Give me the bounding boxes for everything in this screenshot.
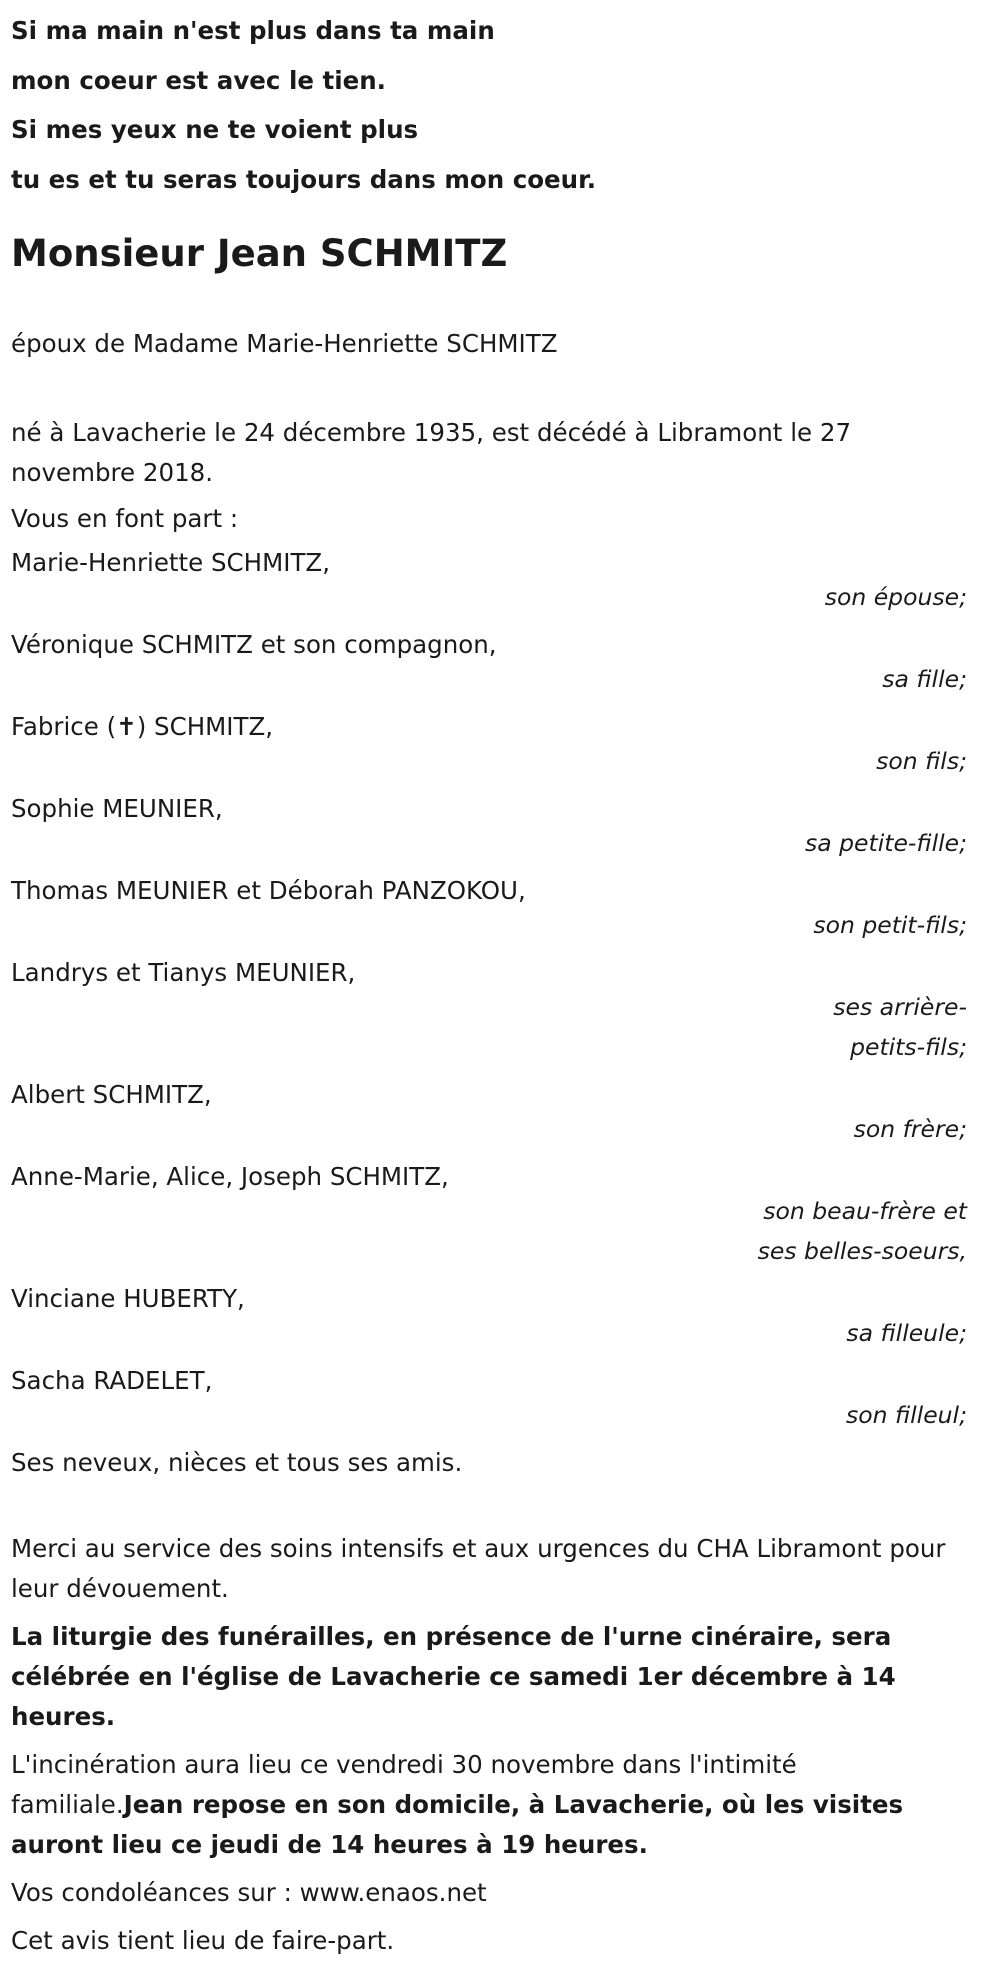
family-member-name: Anne-Marie, Alice, Joseph SCHMITZ, [11, 1162, 449, 1191]
announce-line: Vous en font part : [11, 504, 239, 533]
visitation-text: Jean repose en son domicile, à Lavacherie, où les visites auront lieu ce jeudi de 14 heures à 19 heures. [11, 1790, 904, 1859]
birth-death-line: né à Lavacherie le 24 décembre 1935, est décédé à Libramont le 27 novembre 2018. [11, 418, 852, 487]
deceased-name-title: Monsieur Jean SCHMITZ [11, 232, 508, 275]
family-member-name: Sacha RADELET, [11, 1366, 213, 1395]
family-member-relation: ses arrière- petits-fils; [833, 993, 967, 1061]
family-member-relation: son épouse; [824, 583, 967, 611]
family-member-relation: son filleul; [845, 1401, 967, 1429]
poem [11, 0, 967, 204]
family-member-name: Landrys et Tianys MEUNIER, [11, 958, 356, 987]
family-member [11, 625, 967, 699]
family-member [11, 1075, 967, 1149]
family-member-name: Vinciane HUBERTY, [11, 1284, 245, 1313]
family-member-name: Thomas MEUNIER et Déborah PANZOKOU, [11, 876, 526, 905]
family-member [11, 1361, 967, 1435]
family-member [11, 1279, 967, 1353]
family-member [11, 707, 967, 781]
notice-line: Cet avis tient lieu de faire-part. [11, 1926, 395, 1955]
family-member-relation: son fils; [876, 747, 967, 775]
family-member-name: Fabrice (✝) SCHMITZ, [11, 712, 274, 741]
spouse-line: époux de Madame Marie-Henriette SCHMITZ [11, 329, 558, 358]
poem-line: Si ma main n'est plus dans ta main [11, 16, 495, 45]
family-member-name: Véronique SCHMITZ et son compagnon, [11, 630, 497, 659]
poem-line: Si mes yeux ne te voient plus [11, 115, 419, 144]
family-member [11, 1157, 967, 1271]
family-list [11, 543, 967, 1435]
incineration-paragraph [11, 1745, 967, 1865]
family-member-relation: son beau-frère et ses belles-soeurs, [757, 1197, 967, 1265]
family-member-relation: sa petite-fille; [805, 829, 967, 857]
family-member-relation: son frère; [853, 1115, 967, 1143]
others-line: Ses neveux, nièces et tous ses amis. [11, 1448, 463, 1477]
family-member [11, 953, 967, 1067]
poem-line: mon coeur est avec le tien. [11, 65, 386, 95]
family-member [11, 543, 967, 617]
family-member [11, 871, 967, 945]
family-member [11, 789, 967, 863]
poem-line: tu es et tu seras toujours dans mon coeur. [11, 164, 596, 194]
family-member-name: Sophie MEUNIER, [11, 794, 223, 823]
family-member-name: Marie-Henriette SCHMITZ, [11, 548, 330, 577]
family-member-relation: sa filleule; [846, 1319, 967, 1347]
family-member-relation: sa fille; [882, 665, 967, 693]
incineration-text: L'incinération aura lieu ce vendredi 30 novembre dans l'intimité familiale. [11, 1750, 797, 1819]
family-member-relation: son petit-fils; [813, 911, 967, 939]
condolences-line: Vos condoléances sur : www.enaos.net [11, 1878, 487, 1907]
funeral-paragraph: La liturgie des funérailles, en présence de l'urne cinéraire, sera célébrée en l'église de Lavacherie ce samedi 1er décembre à 14 heures. [11, 1622, 896, 1731]
thanks-paragraph: Merci au service des soins intensifs et aux urgences du CHA Libramont pour leur dévouement. [11, 1534, 946, 1603]
family-member-name: Albert SCHMITZ, [11, 1080, 212, 1109]
